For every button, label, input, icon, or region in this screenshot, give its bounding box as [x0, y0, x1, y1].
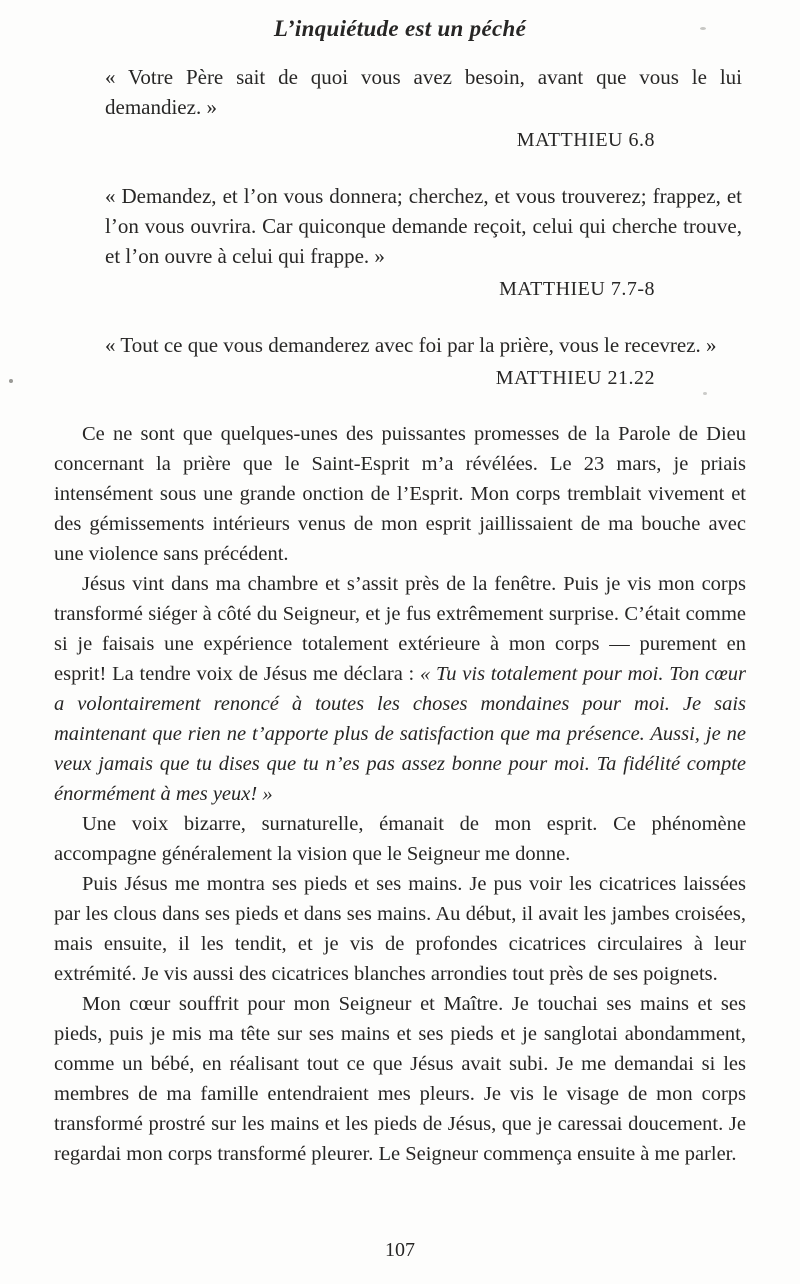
body-paragraph [54, 419, 746, 569]
scripture-quote-block [0, 330, 800, 392]
scripture-quote-text: « Tout ce que vous demanderez avec foi par la prière, vous le recevrez. » [105, 333, 717, 357]
body-paragraph [54, 809, 746, 869]
scripture-quote-block [0, 62, 800, 154]
text-run: Puis Jésus me montra ses pieds et ses mains. Je pus voir les cicatrices laissées par les clous dans ses pieds et dans ses mains. Au début, il avait les jambes croisées, mais ensuite, il les tendit, et je vis de profondes cicatrices circulaires à leur extrémité. Je vis aussi des cicatrices blanches arrondies tout près de ses poignets. [54, 873, 746, 985]
scan-artifact [9, 379, 13, 383]
text-run: Ce ne sont que quelques-unes des puissantes promesses de la Parole de Dieu concernant la prière que le Saint-Esprit m’a révélées. Le 23 mars, je priais intensément sous une grande onction de l’Esprit. Mon corps tremblait vivement et des gémissements intérieurs venus de mon esprit jaillissaient de ma bouche avec une violence sans précédent. [54, 423, 746, 565]
scripture-quotes-section [0, 62, 800, 392]
scripture-quote-block [0, 181, 800, 303]
scripture-quote-text: « Demandez, et l’on vous donnera; cherchez, et vous trouverez; frappez, et l’on vous ouvrira. Car quiconque demande reçoit, celui qui cherche trouve, et l’on ouvre à celui qui frappe. » [105, 184, 742, 268]
page-number: 107 [385, 1239, 415, 1261]
text-run: Une voix bizarre, surnaturelle, émanait de mon esprit. Ce phénomène accompagne généralement la vision que le Seigneur me donne. [54, 813, 746, 865]
text-run: Jésus vint dans ma chambre et s’assit près de la fenêtre. Puis je vis mon corps transformé siéger à côté du Seigneur, et je fus extrêmement surprise. C’était comme si je faisais une expérience totalement extérieure à mon corps — purement en esprit! La tendre voix de Jésus me déclara : [54, 573, 746, 685]
body-paragraph [54, 569, 746, 809]
scripture-attribution: MATTHIEU 6.8 [516, 129, 655, 151]
text-run: Mon cœur souffrit pour mon Seigneur et Maître. Je touchai ses mains et ses pieds, puis je mis ma tête sur ses mains et ses pieds et je sanglotai abondamment, comme un bébé, en réalisant tout ce que Jésus avait subi. Je me demandai si les membres de ma famille entendraient mes pleurs. Je vis le visage de mon corps transformé prostré sur les mains et les pieds de Jésus, que je caressai doucement. Je regardai mon corps transformé pleurer. Le Seigneur commença ensuite à me parler. [54, 993, 746, 1165]
scripture-attribution: MATTHIEU 7.7-8 [499, 278, 655, 300]
scripture-quote-text: « Votre Père sait de quoi vous avez besoin, avant que vous le lui demandiez. » [105, 65, 742, 119]
scan-artifact [700, 27, 706, 30]
scripture-attribution: MATTHIEU 21.22 [495, 367, 655, 389]
body-paragraph [54, 869, 746, 989]
speech-run: « Tu vis totalement pour moi. Ton cœur a volontairement renoncé à toutes les choses mondaines pour moi. Je sais maintenant que rien ne t’apporte plus de satisfaction que ma présence. Aussi, je ne veux jamais que tu dises que tu n’es pas assez bonne pour moi. Ta fidélité compte énormément à mes yeux! » [54, 663, 746, 805]
scan-artifact [703, 392, 707, 395]
body-paragraph [54, 989, 746, 1169]
page-title: L’inquiétude est un péché [273, 16, 527, 41]
body-text [54, 419, 746, 1169]
